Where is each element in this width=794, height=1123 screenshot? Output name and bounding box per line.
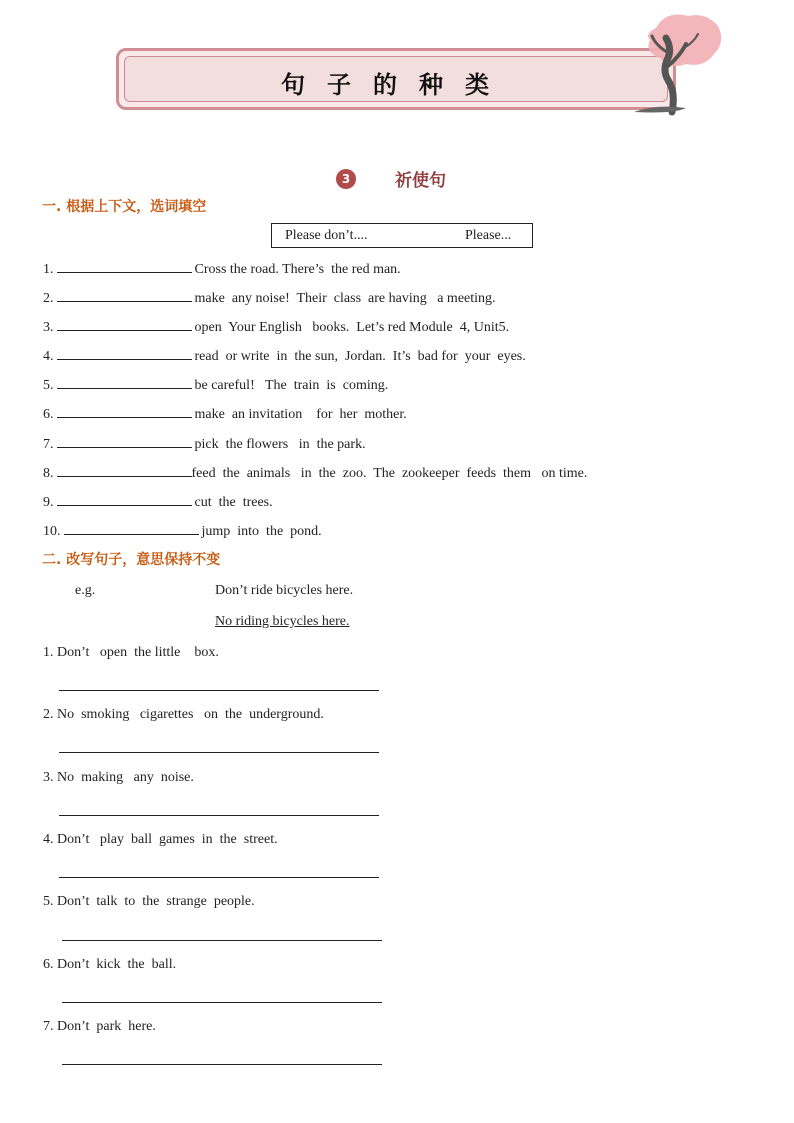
word-choice-box xyxy=(271,223,533,248)
part1-heading: 一. 根据上下文，选词填空 xyxy=(42,199,207,215)
answer-line[interactable] xyxy=(62,940,382,941)
choice-please: Please... xyxy=(465,228,512,243)
item-text: make an invitation for her mother. xyxy=(194,407,407,422)
answer-line[interactable] xyxy=(59,877,379,878)
item-text: be careful! The train is coming. xyxy=(194,378,389,393)
choice-please-dont: Please don’t.... xyxy=(285,228,368,243)
item-number: 7. xyxy=(43,1019,54,1034)
answer-line[interactable] xyxy=(59,815,379,816)
list-item xyxy=(43,259,401,278)
list-item xyxy=(43,346,526,365)
list-item xyxy=(43,521,322,540)
item-number: 6. xyxy=(43,957,54,972)
item-number: 3. xyxy=(43,770,54,785)
item-number: 4. xyxy=(43,349,54,364)
item-text: pick the flowers in the park. xyxy=(194,437,366,452)
item-number: 6. xyxy=(43,407,54,422)
answer-blank[interactable] xyxy=(57,404,192,418)
item-text: Don’t park here. xyxy=(57,1019,156,1034)
list-item xyxy=(43,375,388,394)
item-text: No smoking cigarettes on the underground. xyxy=(57,707,324,722)
example-label: e.g. xyxy=(75,583,96,598)
section-header xyxy=(0,166,794,190)
answer-line[interactable] xyxy=(62,1002,382,1003)
item-text: Don’t open the little box. xyxy=(57,645,219,660)
item-text: cut the trees. xyxy=(194,495,273,510)
item-text: Don’t kick the ball. xyxy=(57,957,177,972)
item-text: Cross the road. There’s the red man. xyxy=(194,262,401,277)
tree-icon xyxy=(626,8,726,116)
rewrite-item xyxy=(43,645,219,661)
item-number: 1. xyxy=(43,645,54,660)
item-number: 9. xyxy=(43,495,54,510)
answer-blank[interactable] xyxy=(64,521,199,535)
item-text: Don’t talk to the strange people. xyxy=(57,894,255,909)
answer-blank[interactable] xyxy=(57,463,192,477)
example-answer: No riding bicycles here. xyxy=(215,614,350,629)
list-item xyxy=(43,288,496,307)
item-text: jump into the pond. xyxy=(201,524,322,539)
item-text: read or write in the sun, Jordan. It’s bad for your eyes. xyxy=(194,349,526,364)
answer-blank[interactable] xyxy=(57,375,192,389)
answer-line[interactable] xyxy=(59,690,379,691)
item-text: open Your English books. Let’s red Module 4, Unit5. xyxy=(194,320,510,335)
rewrite-item xyxy=(43,770,194,786)
section-number-badge: 3 xyxy=(336,169,356,189)
answer-line[interactable] xyxy=(59,752,379,753)
page-title: 句子的种类 xyxy=(281,71,511,99)
item-number: 10. xyxy=(43,524,61,539)
part2-heading: 二. 改写句子，意思保持不变 xyxy=(42,552,221,568)
answer-blank[interactable] xyxy=(57,317,192,331)
answer-blank[interactable] xyxy=(57,288,192,302)
item-text: feed the animals in the zoo. The zookeeper feeds them on time. xyxy=(191,466,588,481)
list-item xyxy=(43,492,273,511)
rewrite-item xyxy=(43,894,255,910)
item-number: 5. xyxy=(43,378,54,393)
item-number: 4. xyxy=(43,832,54,847)
answer-blank[interactable] xyxy=(57,492,192,506)
answer-line[interactable] xyxy=(62,1064,382,1065)
rewrite-item xyxy=(43,957,176,973)
item-text: No making any noise. xyxy=(57,770,194,785)
answer-blank[interactable] xyxy=(57,434,192,448)
item-number: 2. xyxy=(43,291,54,306)
item-text: Don’t play ball games in the street. xyxy=(57,832,278,847)
list-item xyxy=(43,463,587,482)
example-original: Don’t ride bicycles here. xyxy=(215,583,354,598)
item-number: 5. xyxy=(43,894,54,909)
item-number: 7. xyxy=(43,437,54,452)
list-item xyxy=(43,317,509,336)
rewrite-item xyxy=(43,707,324,723)
rewrite-item xyxy=(43,1019,156,1035)
list-item xyxy=(43,434,366,453)
rewrite-item xyxy=(43,832,278,848)
item-number: 8. xyxy=(43,466,54,481)
answer-blank[interactable] xyxy=(57,346,192,360)
section-title: 祈使句 xyxy=(395,171,446,191)
list-item xyxy=(43,404,407,423)
item-number: 2. xyxy=(43,707,54,722)
item-text: make any noise! Their class are having a meeting. xyxy=(194,291,496,306)
answer-blank[interactable] xyxy=(57,259,192,273)
item-number: 3. xyxy=(43,320,54,335)
title-banner xyxy=(116,48,676,110)
item-number: 1. xyxy=(43,262,54,277)
